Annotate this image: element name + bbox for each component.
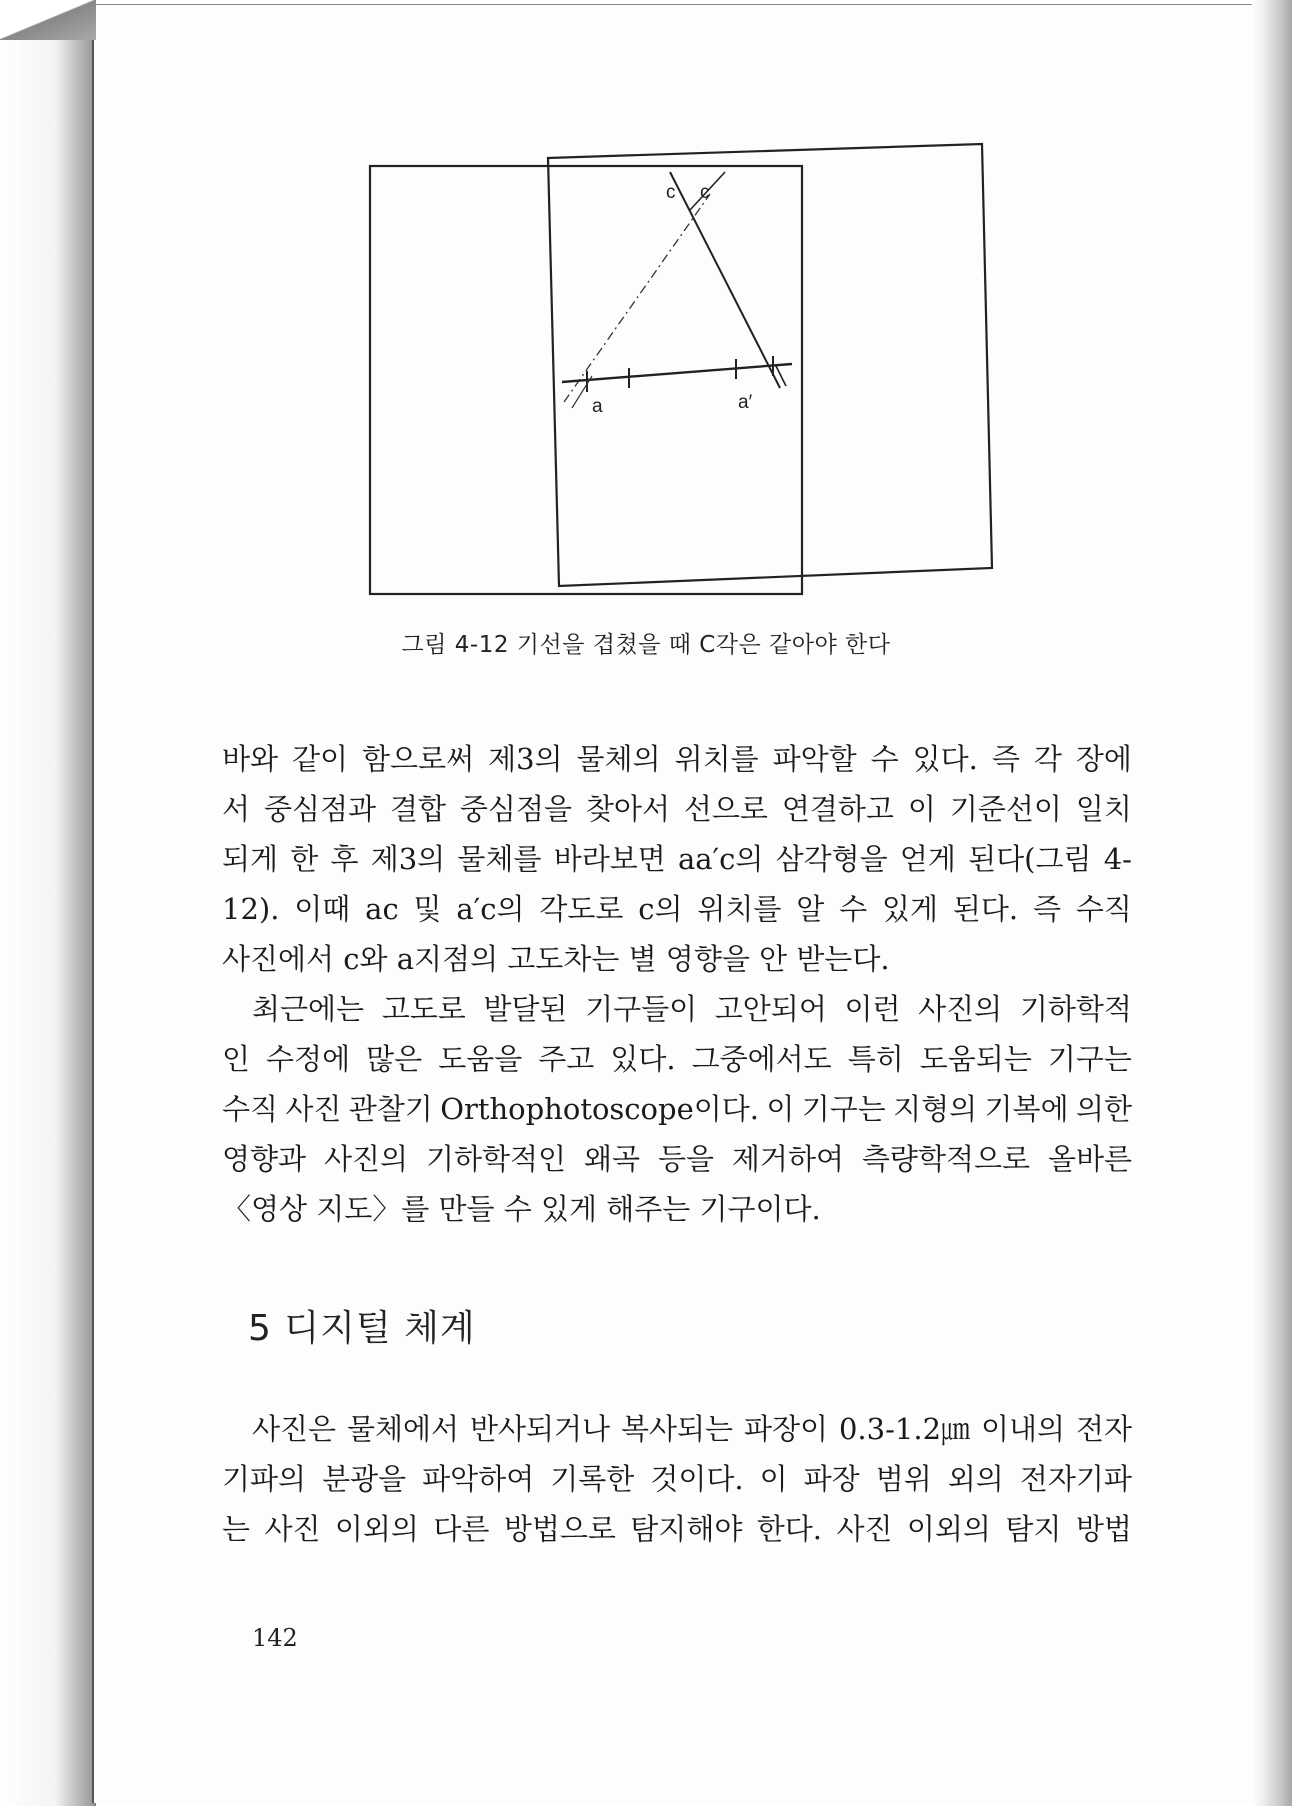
word: 기록한 — [550, 1462, 635, 1496]
word: 있다. — [610, 1042, 676, 1076]
word: 의한 — [1075, 1092, 1132, 1126]
label-c-right: c — [700, 182, 710, 203]
word: 등을 — [657, 1142, 714, 1176]
word: 다른 — [433, 1512, 490, 1546]
word: 방법으로 — [503, 1512, 616, 1546]
word: 반사되거나 — [469, 1412, 611, 1446]
text-line — [222, 1404, 1132, 1454]
word: 같이 — [292, 742, 349, 776]
word: 사진 — [264, 1512, 321, 1546]
word: 것이다. — [650, 1462, 744, 1496]
label-a-prime: a′ — [738, 392, 753, 413]
word: 기하학적인 — [425, 1142, 567, 1176]
word: ac — [365, 892, 399, 926]
word: 있게 — [881, 892, 939, 926]
text-line — [222, 884, 1132, 934]
word: 바와 — [222, 742, 279, 776]
figure-4-12 — [340, 130, 1020, 610]
word: 위치를 — [697, 892, 782, 926]
word: 최근에는 — [252, 992, 365, 1026]
word: 제3의 — [488, 742, 563, 776]
word: 결합 — [389, 792, 446, 826]
text-line — [222, 1504, 1132, 1554]
word: 일치 — [1075, 792, 1132, 826]
word: 삼각형을 — [775, 842, 888, 876]
word: 인 — [222, 1042, 251, 1076]
label-a: a — [592, 396, 603, 417]
word: c의 — [638, 892, 683, 926]
word: 영향과 — [222, 1142, 307, 1176]
word: 0.3-1.2㎛ — [838, 1412, 971, 1446]
word: 이 — [907, 792, 936, 826]
word: 사진 — [836, 1512, 893, 1546]
word: 물체를 — [457, 842, 542, 876]
word: 수 — [839, 892, 868, 926]
word: 찾아서 — [585, 792, 670, 826]
word: 12). — [222, 892, 280, 926]
word: 파악하여 — [422, 1462, 535, 1496]
word: 관찰기 — [348, 1092, 433, 1126]
word: 탐지해야 — [630, 1512, 743, 1546]
word: 도움되는 — [919, 1042, 1032, 1076]
word: 물체의 — [576, 742, 661, 776]
word: 기파의 — [222, 1462, 307, 1496]
text-line — [222, 784, 1132, 834]
word: 많은 — [366, 1042, 423, 1076]
word: 도움을 — [438, 1042, 523, 1076]
word: 제3의 — [370, 842, 446, 876]
base-line — [562, 364, 792, 382]
word: 탐지 — [1005, 1512, 1062, 1546]
word: 각 — [1033, 742, 1062, 776]
word: 전자기파 — [1019, 1462, 1132, 1496]
word: 한다. — [756, 1512, 823, 1546]
book-corner — [0, 0, 96, 40]
text-line — [222, 1184, 1132, 1234]
word: 이때 — [294, 892, 351, 926]
word: 외의 — [947, 1462, 1004, 1496]
word: 기구는 — [1047, 1042, 1132, 1076]
word: 파장 — [803, 1462, 860, 1496]
word: 기구는 — [801, 1092, 886, 1126]
word: 된다(그림 — [968, 842, 1092, 876]
word: 된다. — [952, 892, 1019, 926]
word: 즉 — [1032, 892, 1061, 926]
word: 중심점과 — [263, 792, 377, 826]
word: 4- — [1103, 842, 1132, 876]
word: 전자 — [1075, 1412, 1132, 1446]
text-line — [222, 1454, 1132, 1504]
text-line-content: 〈영상 지도〉를 만들 수 있게 해주는 기구이다. — [222, 1192, 821, 1226]
word: 기하학적 — [1019, 992, 1132, 1026]
word: 얻게 — [899, 842, 956, 876]
word: 파악할 — [772, 742, 857, 776]
figure-caption: 그림 4-12 기선을 겹쳤을 때 C각은 같아야 한다 — [401, 632, 891, 658]
word: Orthophotoscope이다. — [440, 1092, 759, 1126]
word: 발달된 — [483, 992, 568, 1026]
word: aa′c의 — [677, 842, 764, 876]
word: 각도로 — [539, 892, 624, 926]
text-line — [222, 1034, 1132, 1084]
word: 및 — [413, 892, 442, 926]
word: 수정에 — [266, 1042, 351, 1076]
word: 수직 — [1075, 892, 1132, 926]
word: 있다. — [912, 742, 978, 776]
word: 사진 — [285, 1092, 342, 1126]
text-line — [222, 734, 1132, 784]
word: 왜곡 — [583, 1142, 641, 1176]
word: 바라보면 — [553, 842, 666, 876]
word: 되게 — [222, 842, 279, 876]
word: 서 — [222, 792, 251, 826]
word: 기구들이 — [585, 992, 698, 1026]
word: 사진은 — [252, 1412, 337, 1446]
word: 분광을 — [322, 1462, 407, 1496]
word: 이외의 — [906, 1512, 991, 1546]
page-number: 142 — [252, 1624, 298, 1652]
word: 기준선이 — [949, 792, 1062, 826]
word: 기복에 — [984, 1092, 1069, 1126]
word: 특히 — [847, 1042, 904, 1076]
word: 이런 — [844, 992, 901, 1026]
word: 방법 — [1075, 1512, 1132, 1546]
word: 즉 — [991, 742, 1020, 776]
word: 장에 — [1075, 742, 1132, 776]
word: 복사되는 — [621, 1412, 734, 1446]
text-line — [222, 934, 1132, 984]
word: 위치를 — [674, 742, 759, 776]
label-c-left: c — [666, 182, 676, 203]
paragraph-1 — [222, 734, 1132, 984]
word: 연결하고 — [781, 792, 894, 826]
paragraph-3 — [222, 1404, 1132, 1554]
word: 올바른 — [1047, 1142, 1132, 1176]
text-line — [222, 984, 1132, 1034]
word: 함으로써 — [362, 742, 475, 776]
word: 제거하여 — [731, 1142, 844, 1176]
word: 파장이 — [744, 1412, 829, 1446]
word: 사진의 — [918, 992, 1003, 1026]
text-line — [222, 1134, 1132, 1184]
word: 범위 — [875, 1462, 932, 1496]
word: a′c의 — [456, 892, 525, 926]
word: 고안되어 — [714, 992, 827, 1026]
word: 지형의 — [893, 1092, 978, 1126]
word: 중심점을 — [459, 792, 572, 826]
page-right-edge — [1252, 0, 1292, 1806]
word: 물체에서 — [346, 1412, 460, 1446]
word: 고도로 — [381, 992, 466, 1026]
word: 한 — [290, 842, 319, 876]
section-heading: 5 디지털 체계 — [248, 1308, 476, 1349]
line-c-to-a-prime — [670, 172, 780, 388]
text-line-content: 사진에서 c와 a지점의 고도차는 별 영향을 안 받는다. — [222, 942, 890, 976]
word: 이 — [759, 1462, 788, 1496]
word: 는 — [222, 1512, 251, 1546]
word: 사진의 — [323, 1142, 409, 1176]
line-a-to-c — [564, 194, 710, 402]
book-spine — [0, 0, 96, 1806]
word: 이 — [766, 1092, 795, 1126]
word: 선으로 — [683, 792, 768, 826]
word: 후 — [330, 842, 359, 876]
text-line — [222, 1084, 1132, 1134]
word: 측량학적으로 — [861, 1142, 1031, 1176]
paragraph-2 — [222, 984, 1132, 1234]
word: 수 — [870, 742, 899, 776]
word: 그중에서도 — [691, 1042, 832, 1076]
word: 이외의 — [334, 1512, 419, 1546]
word: 이내의 — [980, 1412, 1066, 1446]
word: 수직 — [222, 1092, 279, 1126]
word: 주고 — [538, 1042, 595, 1076]
text-line — [222, 834, 1132, 884]
word: 알 — [796, 892, 825, 926]
